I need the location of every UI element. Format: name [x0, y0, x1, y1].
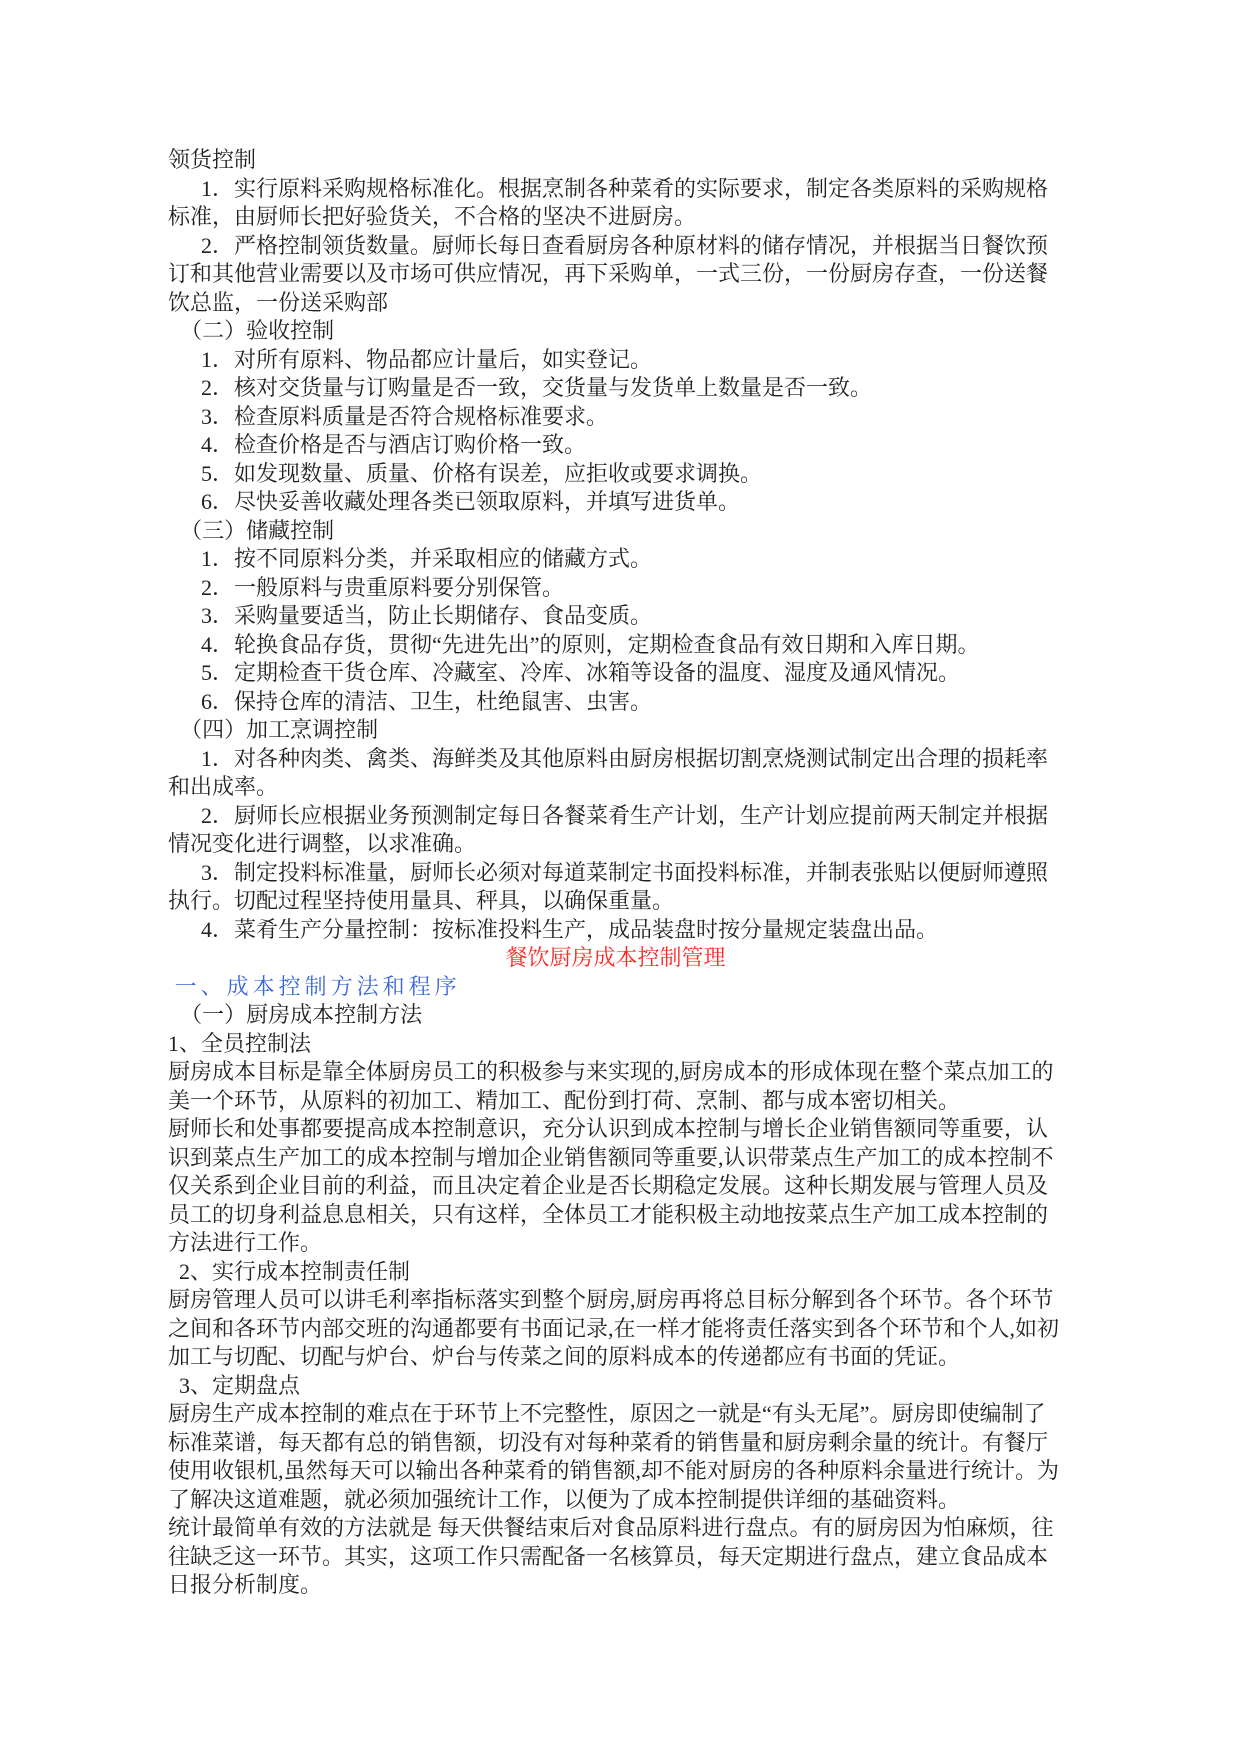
paragraph: 2．严格控制领货数量。厨师长每日查看厨房各种原材料的储存情况，并根据当日餐饮预订和其他营业需要以及市场可供应情况，再下采购单，一式三份，一份厨房存查，一份送餐饮总监，一份送采购部 [168, 232, 1049, 315]
paragraph: 2．核对交货量与订购量是否一致，交货量与发货单上数量是否一致。 [201, 375, 873, 400]
paragraph: 厨房成本目标是靠全体厨房员工的积极参与来实现的,厨房成本的形成体现在整个菜点加工的美一个环节，从原料的初加工、精加工、配份到打荷、烹制、都与成本密切相关。 [168, 1059, 1054, 1113]
paragraph: 1．按不同原料分类，并采取相应的储藏方式。 [201, 546, 653, 571]
paragraph: 统计最简单有效的方法就是 每天供餐结束后对食品原料进行盘点。有的厨房因为怕麻烦，往往缺乏这一环节。其实，这项工作只需配备一名核算员，每天定期进行盘点，建立食品成本日报分析制度。 [168, 1515, 1054, 1597]
section-heading-blue: 一、成本控制方法和程序 [174, 973, 461, 999]
paragraph: 3．制定投料标准量，厨师长必须对每道菜制定书面投料标准，并制表张贴以便厨师遵照执行。切配过程坚持使用量具、秤具，以确保重量。 [168, 859, 1049, 913]
paragraph: 1．对所有原料、物品都应计量后，如实登记。 [201, 346, 653, 372]
paragraph: 4．检查价格是否与酒店订购价格一致。 [201, 432, 587, 457]
paragraph: 厨房生产成本控制的难点在于环节上不完整性，原因之一就是“有头无尾”。厨房即使编制了标准菜谱，每天都有总的销售额，切没有对每种菜肴的销售量和厨房剩余量的统计。有餐厅使用收银机,虽然每天可以输出各种菜肴的销售额,却不能对厨房的各种原料余量进行统计。为了解决这道难题，就必须加强统计工作，以便为了成本控制提供详细的基础资料。 [168, 1401, 1060, 1512]
paragraph: 3．检查原料质量是否符合规格标准要求。 [201, 403, 609, 429]
subsection-heading: （一）厨房成本控制方法 [180, 1002, 423, 1027]
paragraph: 厨房管理人员可以讲毛利率指标落实到整个厨房,厨房再将总目标分解到各个环节。各个环节之间和各环节内部交班的沟通都要有书面记录,在一样才能将责任落实到各个环节和个人,如初加工与切配、切配与炉台、炉台与传菜之间的原料成本的传递都应有书面的凭证。 [168, 1287, 1060, 1369]
doc-title-red: 餐饮厨房成本控制管理 [505, 945, 726, 970]
paragraph: 厨师长和处事都要提高成本控制意识，充分认识到成本控制与增长企业销售额同等重要，认识到菜点生产加工的成本控制与增加企业销售额同等重要,认识带菜点生产加工的成本控制不仅关系到企业目前的利益，而且决定着企业是否长期稳定发展。这种长期发展与管理人员及员工的切身利益息息相关，只有这样，全体员工才能积极主动地按菜点生产加工成本控制的方法进行工作。 [168, 1116, 1054, 1255]
paragraph: 4．轮换食品存货，贯彻“先进先出”的原则，定期检查食品有效日期和入库日期。 [201, 631, 980, 657]
paragraph: 4．菜肴生产分量控制：按标准投料生产，成品装盘时按分量规定装盘出品。 [201, 916, 939, 942]
paragraph: 1．对各种肉类、禽类、海鲜类及其他原料由厨房根据切割烹烧测试制定出合理的损耗率和出成率。 [168, 745, 1049, 799]
paragraph: 3、定期盘点 [179, 1372, 301, 1398]
subsection-heading: （二）验收控制 [180, 318, 335, 343]
subsection-heading: （三）储藏控制 [180, 517, 335, 543]
paragraph: 6．保持仓库的清洁、卫生，杜绝鼠害、虫害。 [201, 688, 653, 714]
paragraph: 2．厨师长应根据业务预测制定每日各餐菜肴生产计划，生产计划应提前两天制定并根据情况变化进行调整，以求准确。 [168, 802, 1049, 856]
paragraph: 1．实行原料采购规格标准化。根据烹制各种菜肴的实际要求，制定各类原料的采购规格标准，由厨师长把好验货关，不合格的坚决不进厨房。 [168, 175, 1049, 229]
paragraph: 2．一般原料与贵重原料要分别保管。 [201, 574, 565, 600]
paragraph: 2、实行成本控制责任制 [179, 1258, 411, 1284]
paragraph: 5．如发现数量、质量、价格有误差，应拒收或要求调换。 [201, 460, 763, 486]
paragraph: 3．采购量要适当，防止长期储存、食品变质。 [201, 603, 653, 628]
paragraph: 1、全员控制法 [168, 1030, 312, 1056]
paragraph: 领货控制 [168, 147, 257, 172]
subsection-heading: （四）加工烹调控制 [180, 717, 379, 742]
paragraph: 5．定期检查干货仓库、冷藏室、冷库、冰箱等设备的温度、湿度及通风情况。 [201, 660, 961, 685]
paragraph: 6．尽快妥善收藏处理各类已领取原料，并填写进货单。 [201, 489, 741, 514]
